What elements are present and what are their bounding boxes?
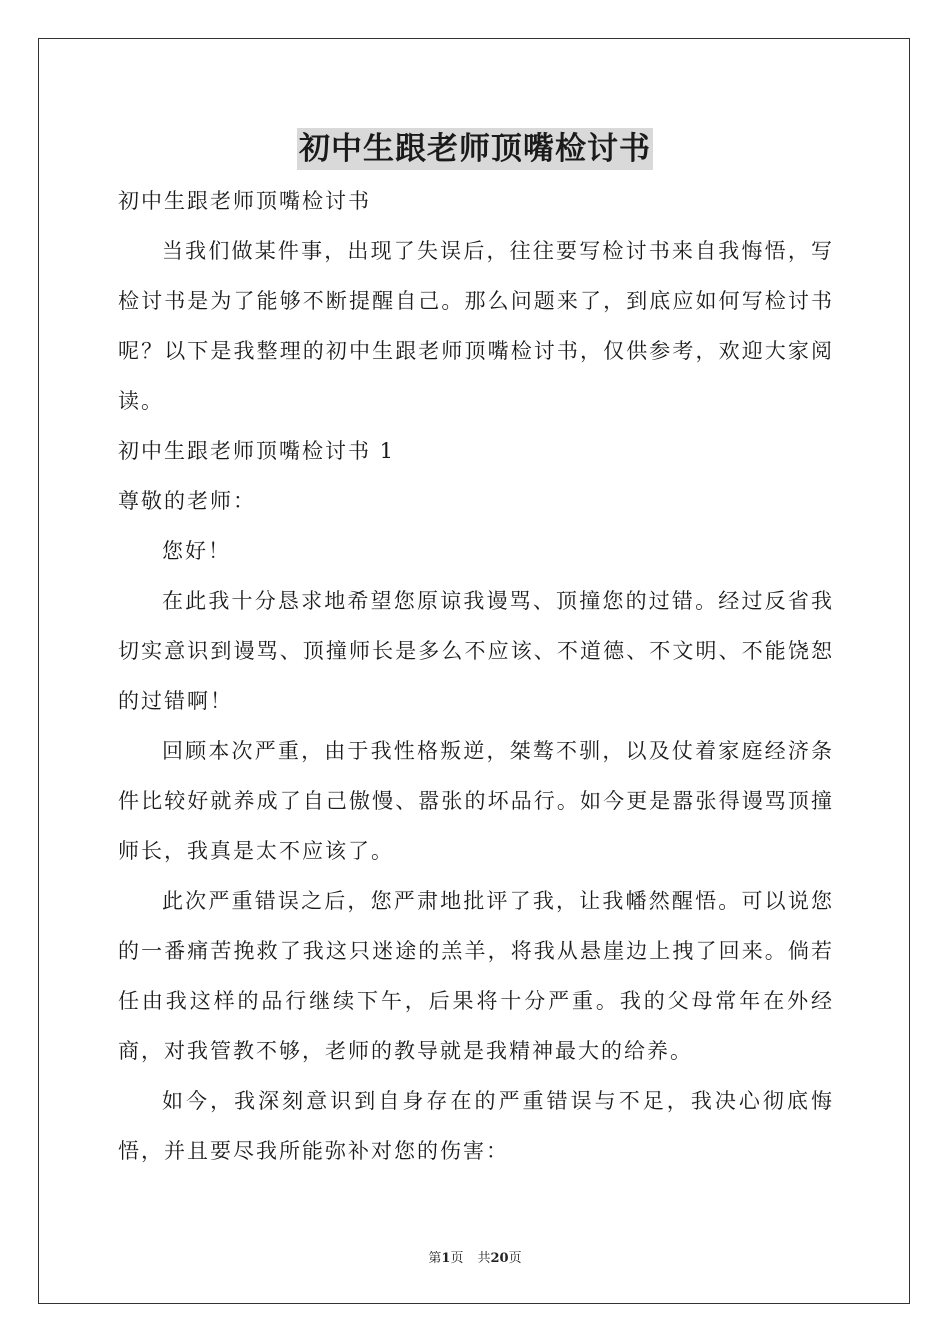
paragraph-intro: 当我们做某件事，出现了失误后，往往要写检讨书来自我悔悟，写检讨书是为了能够不断提醒自己。那么问题来了，到底应如何写检讨书呢？以下是我整理的初中生跟老师顶嘴检讨书，仅供参考，欢迎大家阅读。 [118,239,834,413]
total-suffix: 页 [508,1251,522,1266]
page-suffix: 页 [450,1251,464,1266]
paragraph-section-heading: 初中生跟老师顶嘴检讨书 1 [118,439,396,463]
document-title: 初中生跟老师顶嘴检讨书 [297,128,653,170]
page-footer [0,1247,950,1266]
paragraph-salutation: 尊敬的老师： [118,489,256,513]
paragraph-body: 如今，我深刻意识到自身存在的严重错误与不足，我决心彻底悔悟，并且要尽我所能弥补对您的伤害： [118,1089,834,1163]
total-prefix: 共 [477,1251,491,1266]
page-prefix: 第 [428,1251,442,1266]
paragraph-body: 在此我十分恳求地希望您原谅我谩骂、顶撞您的过错。经过反省我切实意识到谩骂、顶撞师长是多么不应该、不道德、不文明、不能饶恕的过错啊！ [118,589,834,713]
page-number: 1 [441,1251,451,1266]
paragraph-body: 回顾本次严重，由于我性格叛逆，桀骜不驯，以及仗着家庭经济条件比较好就养成了自己傲慢、嚣张的坏品行。如今更是嚣张得谩骂顶撞师长，我真是太不应该了。 [118,739,834,863]
title-container [0,128,950,170]
paragraph-greeting: 您好！ [162,539,231,563]
paragraph-subtitle: 初中生跟老师顶嘴检讨书 [118,189,371,213]
paragraph-body: 此次严重错误之后，您严肃地批评了我，让我幡然醒悟。可以说您的一番痛苦挽救了我这只迷途的羔羊，将我从悬崖边上拽了回来。倘若任由我这样的品行继续下午，后果将十分严重。我的父母常年在外经商，对我管教不够，老师的教导就是我精神最大的给养。 [118,889,834,1063]
document-body [118,176,834,1176]
total-pages: 20 [490,1251,509,1266]
